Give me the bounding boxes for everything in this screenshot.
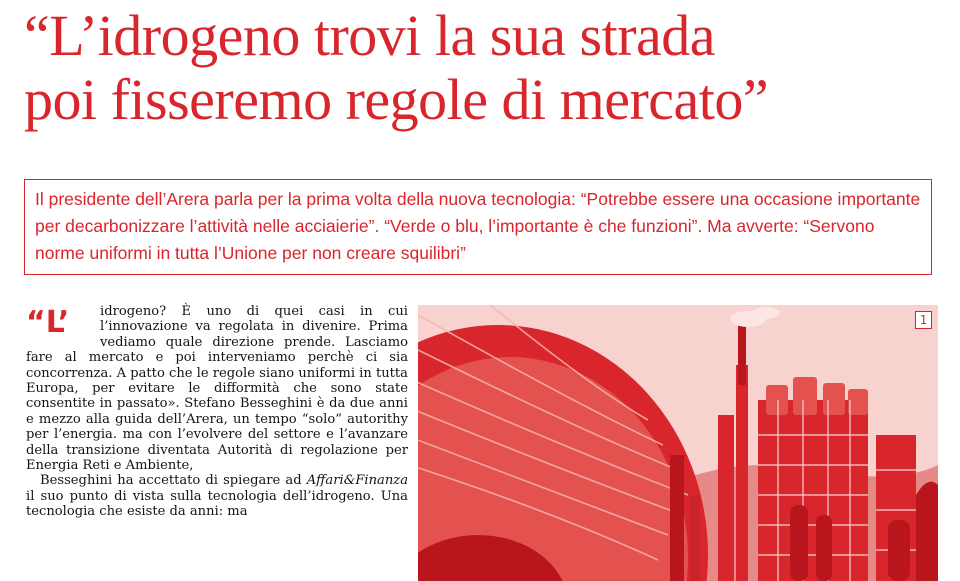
paragraph-1-text: idrogeno? È uno di quei casi in cui l’innovazione va regolata in divenire. Prima vediamo quale direzione prende. Lasciamo fare al mercato e poi interveniamo perchè ci sia concorrenza. A patto che le regole siano uniformi in tutta Europa, per evitare le difformità che sono state consentite in passato». Stefano Besseghini è da due anni e mezzo alla guida dell’Arera, un tempo “solo” autorithy per l’energia. ma con l’evolvere del settore e l’avanzare della transizione diventata Autorità di regolazione per Energia Reti e Ambiente, xyxy=(26,304,408,474)
headline xyxy=(24,4,944,132)
article-body xyxy=(26,304,408,520)
paragraph-2-text-before: Besseghini ha accettato di spiegare ad xyxy=(40,473,307,489)
article-paragraph-1 xyxy=(26,304,408,473)
photo-number-badge: 1 xyxy=(915,311,932,329)
paragraph-2-text-after: il suo punto di vista sulla tecnologia dell’idrogeno. Una tecnologia che esiste da anni: ma xyxy=(26,488,408,520)
hydrogen-plant-illustration xyxy=(418,305,938,581)
headline-line-1: “L’idrogeno trovi la sua strada xyxy=(24,3,716,68)
summary-box xyxy=(24,179,932,275)
drop-cap: “L’ xyxy=(26,305,70,340)
article-paragraph-2 xyxy=(26,473,408,519)
headline-line-2: poi fisseremo regole di mercato” xyxy=(24,67,769,132)
publication-name: Affari&Finanza xyxy=(306,473,408,489)
article-photo xyxy=(418,305,938,581)
summary-text: Il presidente dell’Arera parla per la prima volta della nuova tecnologia: “Potrebbe essere una occasione importante per decarbonizzare l’attività nelle acciaierie”. “Verde o blu, l’importante è che funzioni”. Ma avverte: “Servono norme uniformi in tutta l’Unione per non creare squilibri” xyxy=(35,189,921,263)
